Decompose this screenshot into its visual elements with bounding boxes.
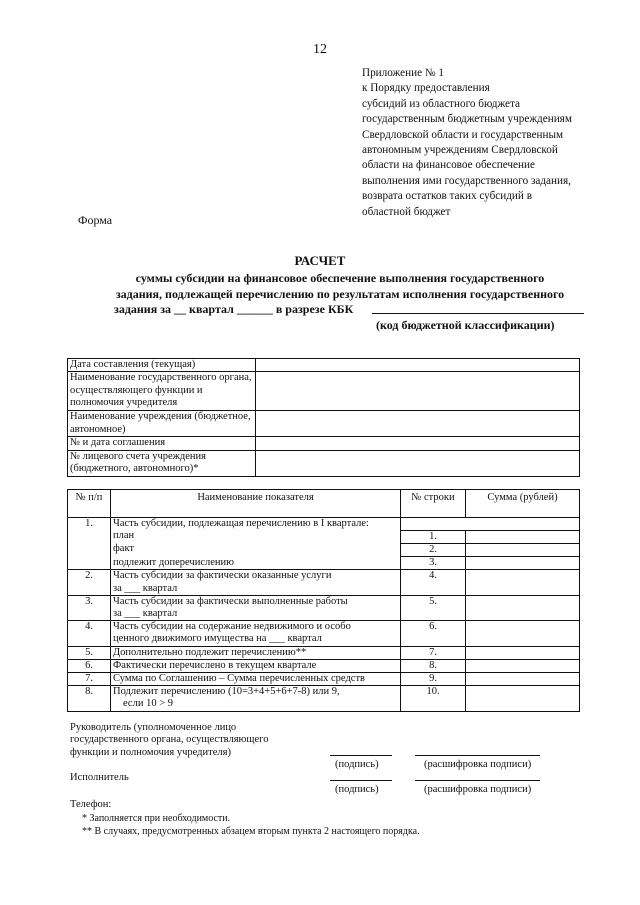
appendix-line: выполнения ими государственного задания, — [362, 174, 571, 187]
info-label: № и дата соглашения — [68, 437, 256, 450]
subtitle-line: задания, подлежащей перечислению по результатам исполнения государственного — [115, 286, 565, 301]
row-sum-field — [466, 518, 580, 531]
row-line-number: 1. — [401, 530, 466, 543]
info-value-field[interactable] — [256, 359, 580, 372]
executor-decryption-line[interactable] — [415, 780, 540, 781]
appendix-line: к Порядку предоставления — [362, 82, 490, 95]
executor-label: Исполнитель — [70, 772, 129, 783]
row-number: 3. — [68, 595, 111, 620]
appendix-line: государственным бюджетным учреждениям — [362, 113, 572, 126]
table-row — [68, 518, 580, 531]
form-label: Форма — [78, 213, 113, 227]
row-indicator: Фактически перечислено в текущем квартале — [111, 659, 401, 672]
table-header-row — [68, 490, 580, 518]
info-row — [68, 372, 580, 411]
info-label: Наименование учреждения (бюджетное, автономное) — [68, 411, 256, 437]
appendix-line: субсидий из областного бюджета — [362, 97, 520, 110]
document-subtitle — [60, 271, 620, 318]
footnote: * Заполняется при необходимости. — [82, 813, 231, 824]
info-value-field[interactable] — [256, 411, 580, 437]
row-indicator: Часть субсидии, подлежащая перечислению в I квартале: — [111, 518, 401, 531]
row-number: 4. — [68, 621, 111, 646]
executor-signature-line[interactable] — [330, 780, 392, 781]
row-indicator — [111, 621, 401, 646]
page-number: 12 — [313, 42, 327, 57]
row-indicator: Дополнительно подлежит перечислению** — [111, 646, 401, 659]
row-line-number — [401, 518, 466, 531]
document-title: РАСЧЕТ — [294, 253, 346, 268]
appendix-line: области на финансовое обеспечение — [362, 159, 535, 172]
kbk-caption: (код бюджетной классификации) — [376, 318, 555, 332]
row-line-number: 8. — [401, 659, 466, 672]
signature-caption: (подпись) — [335, 759, 379, 770]
row-number: 1. — [68, 518, 111, 570]
row-indicator — [111, 686, 401, 711]
appendix-line: Приложение № 1 — [362, 67, 444, 79]
row-sum-field[interactable] — [466, 672, 580, 685]
header-indicator: Наименование показателя — [111, 490, 401, 518]
appendix-line: автономным учреждениям Свердловской — [362, 144, 558, 157]
head-signature-line[interactable] — [330, 755, 392, 756]
signature-caption: (подпись) — [335, 784, 379, 795]
row-indicator-line: за ___ квартал — [113, 607, 178, 619]
row-indicator-line: Подлежит перечислению (10=3+4+5+6+7-8) или 9, — [113, 686, 340, 698]
row-number: 2. — [68, 570, 111, 595]
row-indicator-line: Часть субсидии на содержание недвижимого и особо — [113, 621, 351, 633]
row-line-number: 7. — [401, 646, 466, 659]
table-row — [68, 686, 580, 711]
row-indicator-line: Часть субсидии за фактически выполненные работы — [113, 595, 348, 607]
info-row — [68, 411, 580, 437]
calculation-table — [67, 489, 580, 712]
row-sum-field[interactable] — [466, 646, 580, 659]
subtitle-line: суммы субсидии на финансовое обеспечение выполнения государственного — [135, 271, 545, 285]
table-row — [68, 543, 580, 556]
appendix-note — [362, 66, 632, 220]
row-number: 5. — [68, 646, 111, 659]
decryption-caption: (расшифровка подписи) — [424, 784, 532, 795]
info-row — [68, 359, 580, 372]
info-label: № лицевого счета учреждения (бюджетного, автономного)* — [68, 450, 256, 476]
row-indicator — [111, 595, 401, 620]
row-indicator: факт — [111, 543, 401, 556]
table-row — [68, 659, 580, 672]
table-row — [68, 557, 580, 570]
info-value-field[interactable] — [256, 372, 580, 411]
table-row — [68, 646, 580, 659]
signature-label-line: функции и полномочия учредителя) — [70, 746, 231, 758]
row-line-number: 10. — [401, 686, 466, 711]
appendix-line: областной бюджет — [362, 205, 451, 218]
subtitle-line-text: задания за __ квартал ______ в разрезе КБК — [114, 302, 354, 316]
header-sum: Сумма (рублей) — [466, 490, 580, 518]
table-row — [68, 530, 580, 543]
row-indicator: Сумма по Соглашению – Сумма перечисленных средств — [111, 672, 401, 685]
table-row — [68, 595, 580, 620]
row-sum-field[interactable] — [466, 543, 580, 556]
footnote: ** В случаях, предусмотренных абзацем вторым пункта 2 настоящего порядка. — [82, 826, 420, 837]
row-line-number: 4. — [401, 570, 466, 595]
row-sum-field[interactable] — [466, 686, 580, 711]
head-decryption-line[interactable] — [415, 755, 540, 756]
signature-label-line: государственного органа, осуществляющего — [70, 734, 269, 746]
subtitle-line — [60, 302, 620, 318]
head-signature-label — [70, 722, 268, 759]
row-indicator — [111, 570, 401, 595]
header-line-number: № строки — [401, 490, 466, 518]
row-line-number: 9. — [401, 672, 466, 685]
kbk-field-line — [372, 313, 584, 314]
info-row — [68, 437, 580, 450]
table-row — [68, 570, 580, 595]
appendix-line: Свердловской области и государственным — [362, 128, 564, 141]
header-number: № п/п — [68, 490, 111, 518]
row-number: 8. — [68, 686, 111, 711]
row-indicator-line: Часть субсидии за фактически оказанные услуги — [113, 570, 332, 582]
row-sum-field[interactable] — [466, 530, 580, 543]
row-sum-field[interactable] — [466, 621, 580, 646]
phone-label: Телефон: — [70, 799, 112, 810]
info-table — [67, 358, 580, 477]
info-value-field[interactable] — [256, 437, 580, 450]
row-line-number: 2. — [401, 543, 466, 556]
row-indicator-line: ценного движимого имущества на ___ квартал — [113, 633, 322, 645]
row-line-number: 6. — [401, 621, 466, 646]
info-label: Дата составления (текущая) — [68, 359, 256, 372]
row-indicator-line: за ___ квартал — [113, 582, 178, 594]
table-row — [68, 672, 580, 685]
appendix-line: возврата остатков таких субсидий в — [362, 190, 532, 203]
info-label: Наименование государственного органа, осуществляющего функции и полномочия учредителя — [68, 372, 256, 411]
table-row — [68, 621, 580, 646]
row-line-number: 5. — [401, 595, 466, 620]
row-number: 7. — [68, 672, 111, 685]
row-sum-field[interactable] — [466, 570, 580, 595]
info-row — [68, 450, 580, 476]
row-indicator-line: если 10 > 9 — [123, 698, 173, 710]
row-sum-field[interactable] — [466, 557, 580, 570]
row-sum-field[interactable] — [466, 595, 580, 620]
signature-label-line: Руководитель (уполномоченное лицо — [70, 722, 237, 733]
row-indicator: план — [111, 530, 401, 543]
row-line-number: 3. — [401, 557, 466, 570]
info-value-field[interactable] — [256, 450, 580, 476]
row-number: 6. — [68, 659, 111, 672]
row-sum-field[interactable] — [466, 659, 580, 672]
row-indicator: подлежит доперечислению — [111, 557, 401, 570]
decryption-caption: (расшифровка подписи) — [424, 759, 532, 770]
